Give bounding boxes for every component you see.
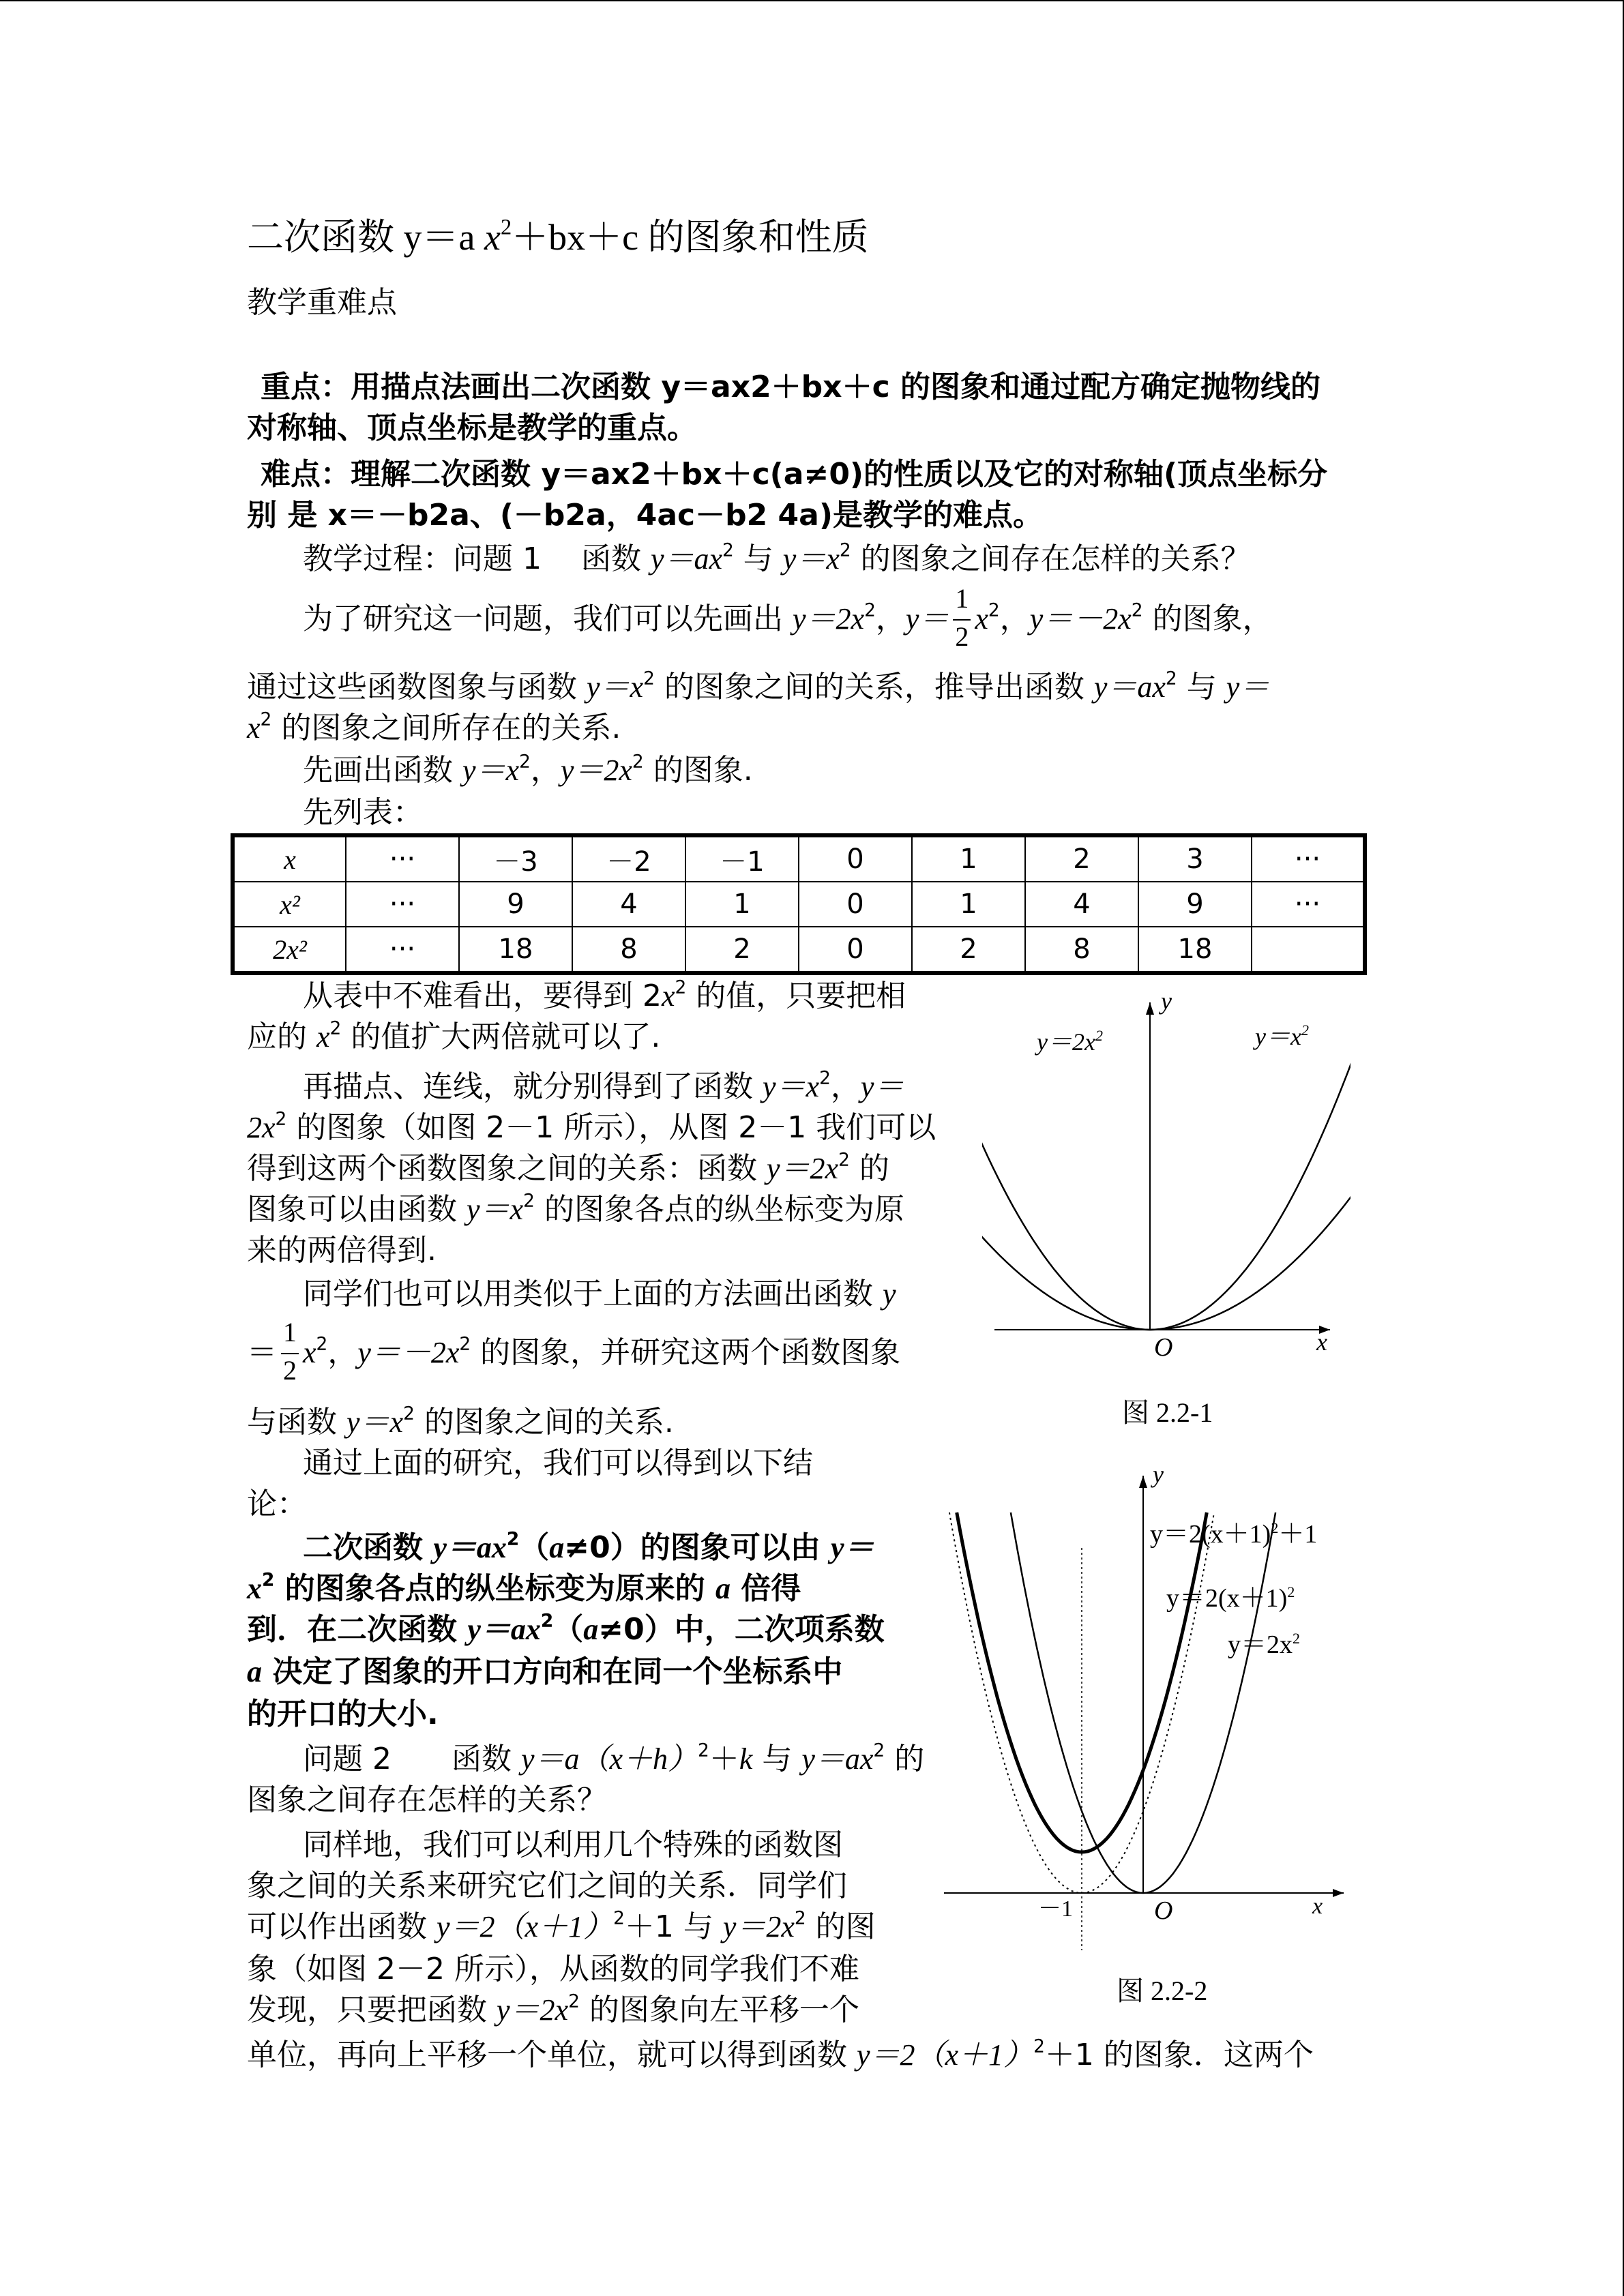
problem2-line-6: 象（如图 2－2 所示），从函数的同学我们不难 [247,1952,859,1986]
para2-line-11: 通过上面的研究，我们可以得到以下结 [303,1446,813,1480]
para2-line-2: 应的 $x^2$ 的值扩大两倍就可以了. [247,1017,661,1054]
table-cell: －1 [685,835,799,882]
process-line-3: 通过这些函数图象与函数 $y=x^2$ 的图象之间的关系，推导出函数 $y=ax^2$ 与 y＝ [247,668,1270,704]
figure-2-2-2 [934,1466,1357,1957]
para2-line-4: $2x^2$ 的图象（如图 2－1 所示），从图 2－1 我们可以 [247,1108,936,1145]
table-cell: 0 [799,835,912,882]
table-cell: 9 [1138,882,1252,927]
difficult-point-line-2: 别 是 x＝－b2a、(－b2a，4ac－b2 4a)是教学的难点。 [247,498,1043,533]
para2-line-3: 再描点、连线，就分别得到了函数 $y=x^2$，y＝ [303,1067,904,1104]
key-point-line-2: 对称轴、顶点坐标是教学的重点。 [247,411,697,445]
para2-line-10: 与函数 $y=x^2$ 的图象之间的关系. [247,1403,674,1440]
table-cell: 0 [799,927,912,973]
table-cell: 1 [912,835,1025,882]
table-cell: 18 [459,927,572,973]
table-cell: 8 [572,927,685,973]
problem2-line-4: 象之间的关系来研究它们之间的关系．同学们 [247,1868,847,1903]
table-cell: 8 [1025,927,1138,973]
table-cell: x² [233,882,346,927]
label-base: $y=2x^2$ [1228,1630,1301,1659]
x-axis-arrow [1333,1889,1344,1897]
conclusion-line-4: a 决定了图象的开口方向和在同一个坐标系中 [247,1654,843,1689]
problem2-line-5: 可以作出函数 $y=2(x+1)^2+1$ 与 $y=2x^2$ 的图 [247,1907,876,1944]
table-cell: 4 [572,882,685,927]
table-cell: ··· [346,882,459,927]
para2-line-7: 来的两倍得到. [247,1233,437,1268]
table-cell: 4 [1025,882,1138,927]
process-line-1: 教学过程：问题 1 函数 $y=ax^2$ 与 $y=x^2$ 的图象之间存在怎样的关系？ [303,539,1251,576]
table-cell: 2x² [233,927,346,973]
table-cell: 1 [685,882,799,927]
origin-label: O [1154,1896,1173,1925]
para2-line-8: 同学们也可以用类似于上面的方法画出函数 y [303,1277,896,1311]
problem2-line-3: 同样地，我们可以利用几个特殊的函数图 [303,1828,843,1862]
y-axis-label: y [1161,996,1172,1015]
table-cell: 1 [912,882,1025,927]
para2-line-9: ＝ $\frac{1}{2}$ $x^2$，$y=-2x^2$ 的图象，并研究这两个函数图象 [247,1317,901,1386]
process-line-6: 先列表： [303,795,423,830]
table-cell: 0 [799,882,912,927]
y-axis-label: y [1153,1466,1164,1488]
table-row [233,927,1365,973]
page-title: 二次函数 y＝a $x^2+bx+c$ 的图象和性质 [247,215,869,258]
curve-y-equals-2x-squared [982,1060,1350,1330]
table-cell: 2 [685,927,799,973]
table-cell: －2 [572,835,685,882]
y-axis-arrow [1146,1002,1154,1015]
tick-label-minus-1: －1 [1038,1896,1073,1922]
x-axis-label: x [1312,1894,1323,1919]
table-cell: 2 [912,927,1025,973]
x-axis-label: x [1316,1328,1327,1356]
para2-line-5: 得到这两个函数图象之间的关系：函数 $y=2x^2$ 的 [247,1149,889,1186]
difficult-point-line-1: 难点：理解二次函数 y＝ax2＋bx＋c(a≠0)的性质以及它的对称轴(顶点坐标分 [261,457,1328,492]
table-cell: 9 [459,882,572,927]
fraction-one-half: $\frac{1}{2}$ [953,601,971,640]
conclusion-line-1: 二次函数 $y=ax^2(a\ne 0)$的图象可以由 y＝ [303,1528,874,1565]
origin-label: O [1154,1333,1173,1362]
table-cell [1252,927,1365,973]
key-point-line-1: 重点：用描点法画出二次函数 y＝ax2＋bx＋c 的图象和通过配方确定抛物线的 [261,370,1320,404]
conclusion-line-2: $x^2$ 的图象各点的纵坐标变为原来的 a 倍得 [247,1569,801,1606]
table-cell: 2 [1025,835,1138,882]
fraction-one-half: $\frac{1}{2}$ [281,1335,299,1373]
table-cell: 3 [1138,835,1252,882]
table-cell: ··· [346,927,459,973]
problem2-line-8: 单位，再向上平移一个单位，就可以得到函数 $y=2(x+1)^2+1$ 的图象．这两个 [247,2036,1314,2072]
table-cell: ··· [1252,882,1365,927]
problem2-line-2: 图象之间存在怎样的关系？ [247,1783,607,1817]
section-heading: 教学重难点 [247,285,397,320]
figure-2-2-1 [982,996,1350,1377]
conclusion-line-3: 到．在二次函数 $y=ax^2(a\ne 0)$中，二次项系数 [247,1610,885,1647]
process-line-4: $x^2$ 的图象之间所存在的关系. [247,709,621,745]
table-row [233,882,1365,927]
para2-line-12: 论： [247,1487,307,1521]
table-cell: ··· [346,835,459,882]
label-shifted-left: $y=2(x+1)^2$ [1166,1583,1295,1613]
y-axis-arrow [1139,1476,1147,1488]
table-cell: ··· [1252,835,1365,882]
figure-2-2-1-caption: 图 2.2-1 [1122,1397,1213,1428]
process-line-2: 为了研究这一问题，我们可以先画出 $y=2x^2$，y＝ $\frac{1}{2}$ $x^2$，$y=-2x^2$ 的图象， [303,583,1273,652]
para2-line-1: 从表中不难看出，要得到 $2x^2$ 的值，只要把相 [303,976,906,1013]
table-cell: x [233,835,346,882]
para2-line-6: 图象可以由函数 $y=x^2$ 的图象各点的纵坐标变为原 [247,1190,904,1227]
value-table [231,833,1367,975]
label-y-x2: $y=x^2$ [1255,1022,1309,1050]
problem2-line-7: 发现，只要把函数 $y=2x^2$ 的图象向左平移一个 [247,1991,859,2027]
problem2-line-1: 问题 2 函数 $y=a(x+h)^2+k$ 与 $y=ax^2$ 的 [303,1740,925,1776]
table-row [233,835,1365,882]
figure-2-2-2-caption: 图 2.2-2 [1117,1976,1208,2006]
process-line-5: 先画出函数 $y=x^2$，$y=2x^2$ 的图象. [303,751,753,788]
label-shifted-up: $y=2(x+1)^2+1$ [1150,1519,1318,1549]
curve-y-equals-x-squared [982,1060,1350,1330]
table-cell: 18 [1138,927,1252,973]
label-y-2x2: $y=2x^2$ [1037,1027,1103,1056]
conclusion-line-5: 的开口的大小. [247,1697,439,1731]
table-cell: －3 [459,835,572,882]
